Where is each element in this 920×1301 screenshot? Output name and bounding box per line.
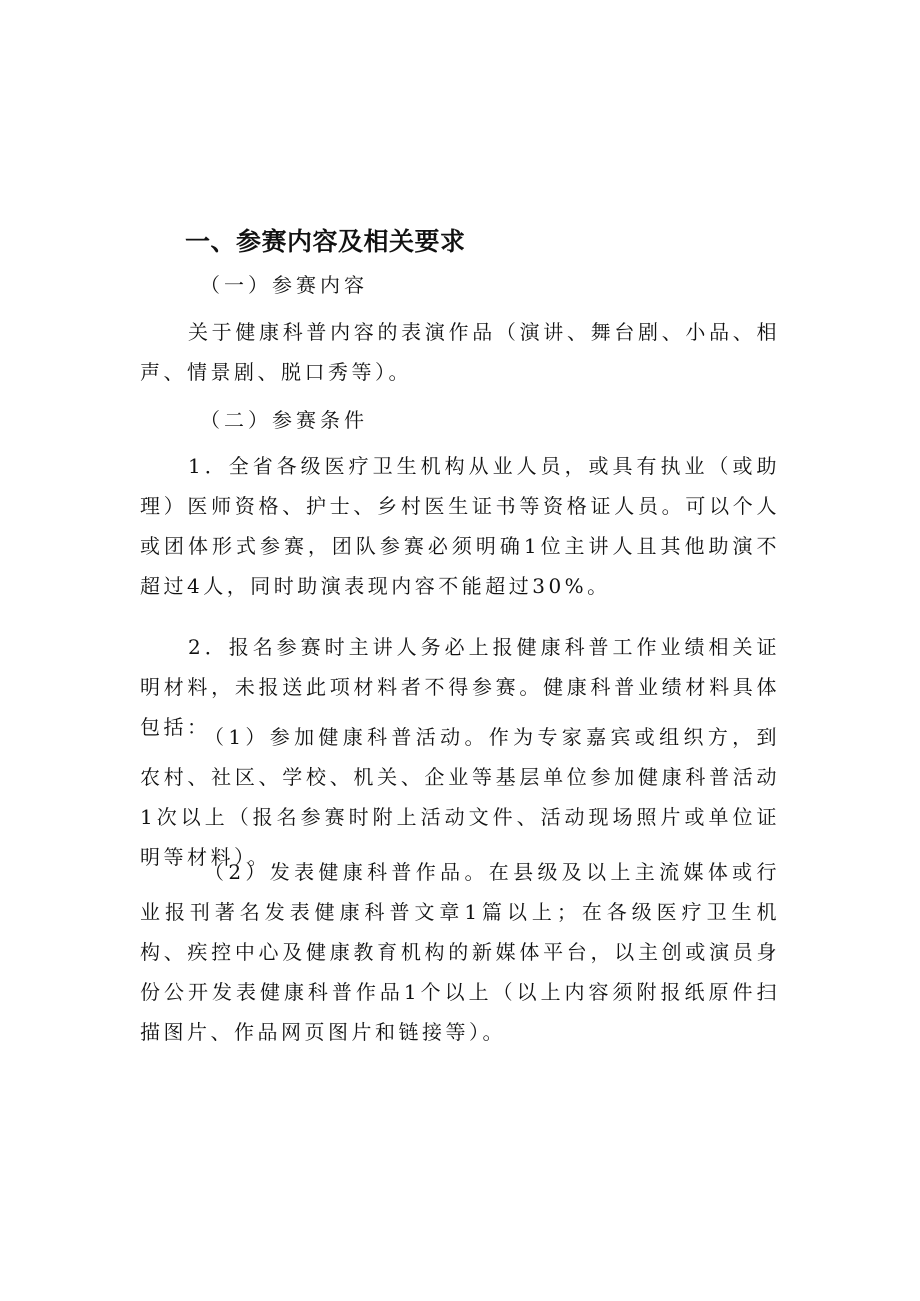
section-heading: 一、参赛内容及相关要求 xyxy=(185,227,466,256)
subsection-title-conditions: （二）参赛条件 xyxy=(200,408,368,432)
paragraph-condition-1 xyxy=(140,446,780,606)
paragraph-text: 2．报名参赛时主讲人务必上报健康科普工作业绩相关证明材料，未报送此项材料者不得参赛。健康科普业绩材料具体包括： xyxy=(140,635,780,739)
paragraph-condition-2-2 xyxy=(140,852,780,1052)
paragraph-text: 关于健康科普内容的表演作品（演讲、舞台剧、小品、相声、情景剧、脱口秀等）。 xyxy=(140,320,780,384)
paragraph-content-description xyxy=(140,312,780,392)
paragraph-text: （1）参加健康科普活动。作为专家嘉宾或组织方，到农村、社区、学校、机关、企业等基层单位参加健康科普活动1次以上（报名参赛时附上活动文件、活动现场照片或单位证明等材料）。 xyxy=(140,725,780,869)
subsection-title-content: （一）参赛内容 xyxy=(200,273,368,297)
paragraph-text: （2）发表健康科普作品。在县级及以上主流媒体或行业报刊著名发表健康科普文章1篇以上；在各级医疗卫生机构、疾控中心及健康教育机构的新媒体平台，以主创或演员身份公开发表健康科普作品1个以上（以上内容须附报纸原件扫描图片、作品网页图片和链接等）。 xyxy=(140,860,780,1044)
paragraph-text: 1．全省各级医疗卫生机构从业人员，或具有执业（或助理）医师资格、护士、乡村医生证书等资格证人员。可以个人或团体形式参赛，团队参赛必须明确1位主讲人且其他助演不超过4人，同时助演表现内容不能超过30%。 xyxy=(140,454,780,598)
